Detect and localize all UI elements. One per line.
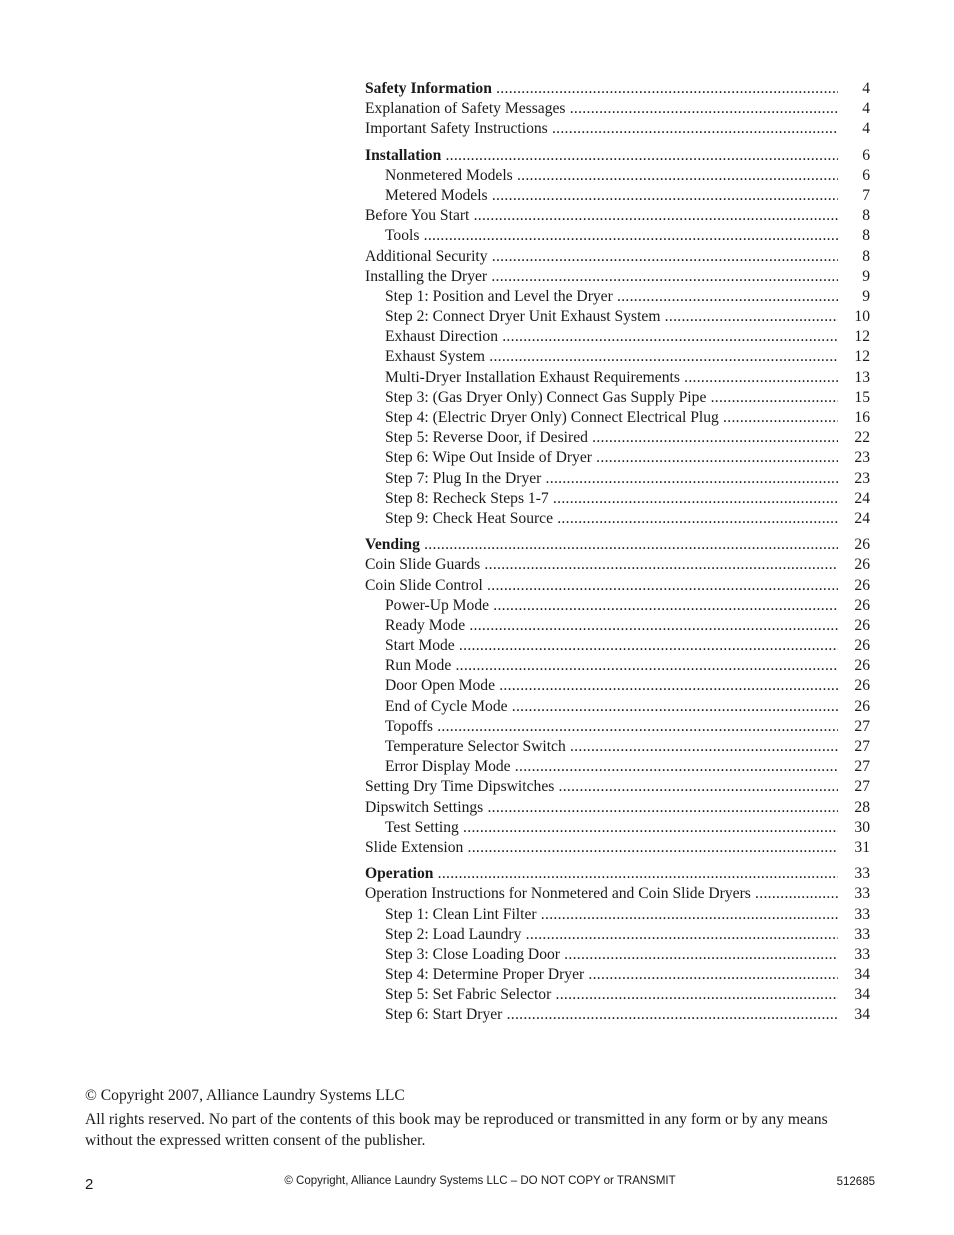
toc-subentry (365, 757, 870, 777)
toc-leader (365, 616, 838, 636)
toc-leader (365, 818, 838, 838)
toc-subentry (365, 226, 870, 246)
toc-page-number: 33 (854, 865, 870, 883)
toc-page-number: 26 (854, 536, 870, 554)
toc-page-number: 24 (854, 489, 870, 507)
toc-subentry (365, 166, 870, 186)
toc-subentry (365, 945, 870, 965)
toc-entry-title: Run Mode (385, 657, 452, 675)
toc-subentry (365, 347, 870, 367)
toc-page-number: 27 (854, 778, 870, 796)
toc-entry (365, 884, 870, 904)
toc-leader (365, 509, 838, 529)
toc-leader (365, 864, 838, 884)
toc-section-heading (365, 79, 870, 99)
toc-entry-title: Metered Models (385, 186, 488, 204)
toc-subentry (365, 965, 870, 985)
toc-page-number: 30 (854, 818, 870, 836)
toc-entry-title: Coin Slide Guards (365, 556, 481, 574)
toc-entry-title: Step 9: Check Heat Source (385, 509, 554, 527)
toc-entry-title: Step 3: (Gas Dryer Only) Connect Gas Supply Pipe (385, 388, 707, 406)
toc-leader (365, 99, 838, 119)
toc-leader (365, 965, 838, 985)
toc-leader (365, 408, 838, 428)
toc-entry-title: Step 6: Wipe Out Inside of Dryer (385, 449, 592, 467)
toc-leader (365, 884, 838, 904)
toc-page-number: 26 (854, 677, 870, 695)
toc-entry-title: Installing the Dryer (365, 267, 488, 285)
toc-page-number: 16 (854, 409, 870, 426)
rights-statement: All rights reserved. No part of the contents of this book may be reproduced or transmitted in any form or by any means without the expressed written consent of the publisher. (85, 1111, 828, 1149)
toc-entry-title: Step 4: (Electric Dryer Only) Connect Electrical Plug (385, 409, 719, 426)
toc-subentry (365, 616, 870, 636)
toc-entry-title: Coin Slide Control (365, 576, 483, 594)
toc-entry-title: Door Open Mode (385, 677, 496, 695)
toc-leader (365, 905, 838, 925)
toc-page-number: 22 (854, 429, 870, 447)
toc-entry-title: Step 2: Connect Dryer Unit Exhaust System (385, 308, 661, 326)
toc-page-number: 12 (854, 348, 870, 366)
toc-entry-title: Step 7: Plug In the Dryer (385, 469, 542, 487)
toc-entry-title: Temperature Selector Switch (385, 738, 566, 755)
toc-subentry (365, 697, 870, 717)
toc-leader (365, 247, 838, 267)
toc-page-number: 33 (854, 885, 870, 903)
toc-page-number: 27 (854, 738, 870, 755)
toc-entry (365, 99, 870, 119)
toc-page-number: 34 (854, 966, 870, 984)
toc-entry-title: Step 5: Reverse Door, if Desired (385, 429, 588, 447)
toc-page-number: 26 (854, 556, 870, 574)
toc-entry-title: Dipswitch Settings (365, 798, 484, 816)
page-number: 2 (85, 1176, 94, 1193)
toc-page-number: 10 (854, 308, 870, 326)
toc-leader (365, 798, 838, 818)
toc-entry-title: Exhaust System (385, 348, 486, 366)
toc-page-number: 33 (854, 905, 870, 923)
toc-entry-title: Important Safety Instructions (365, 120, 548, 138)
toc-leader (365, 945, 838, 965)
toc-page-number: 15 (854, 388, 870, 406)
toc-page-number: 24 (854, 509, 870, 527)
toc-page-number: 8 (862, 247, 870, 265)
toc-leader (365, 119, 838, 139)
toc-entry-title: Topoffs (385, 717, 433, 735)
toc-entry-title: Ready Mode (385, 616, 466, 634)
toc-page-number: 6 (862, 166, 870, 184)
toc-entry-title: Setting Dry Time Dipswitches (365, 778, 555, 796)
toc-page-number: 4 (862, 100, 870, 118)
toc-page-number: 34 (854, 986, 870, 1004)
toc-entry-title: Start Mode (385, 637, 455, 655)
toc-subentry (365, 905, 870, 925)
toc-page-number: 8 (862, 227, 870, 245)
copyright-line: © Copyright 2007, Alliance Laundry Systems LLC (85, 1087, 405, 1104)
toc-entry-title: Step 6: Start Dryer (385, 1006, 503, 1024)
toc-page-number: 31 (854, 838, 870, 856)
toc-page-number: 9 (862, 287, 870, 305)
toc-entry-title: Step 1: Position and Level the Dryer (385, 287, 613, 305)
toc-entry-title: Step 3: Close Loading Door (385, 945, 560, 963)
toc-leader (365, 287, 838, 307)
table-of-contents (365, 79, 870, 1026)
toc-subentry (365, 307, 870, 327)
toc-subentry (365, 596, 870, 616)
toc-leader (365, 428, 838, 448)
toc-page-number: 26 (854, 596, 870, 614)
toc-leader (365, 596, 838, 616)
toc-entry-title: Explanation of Safety Messages (365, 100, 566, 118)
toc-section-heading (365, 864, 870, 884)
toc-page-number: 34 (854, 1006, 870, 1024)
toc-leader (365, 636, 838, 656)
toc-leader (365, 388, 838, 408)
toc-leader (365, 656, 838, 676)
toc-subentry (365, 925, 870, 945)
toc-leader (365, 985, 838, 1005)
toc-leader (365, 697, 838, 717)
toc-leader (365, 535, 838, 555)
toc-entry-title: Tools (385, 227, 420, 245)
toc-page-number: 26 (854, 657, 870, 675)
toc-page-number: 7 (862, 186, 870, 204)
toc-leader (365, 448, 838, 468)
toc-page-number: 23 (854, 449, 870, 467)
toc-leader (365, 347, 838, 367)
toc-page-number: 8 (862, 207, 870, 225)
toc-subentry (365, 368, 870, 388)
toc-page-number: 4 (862, 120, 870, 138)
toc-leader (365, 267, 838, 287)
toc-entry-title: Before You Start (365, 207, 470, 225)
toc-entry-title: Vending (365, 536, 420, 554)
toc-leader (365, 489, 838, 509)
toc-page-number: 23 (854, 469, 870, 487)
toc-subentry (365, 737, 870, 757)
toc-page-number: 26 (854, 637, 870, 655)
toc-leader (365, 737, 838, 757)
toc-leader (365, 368, 838, 388)
toc-leader (365, 146, 838, 166)
toc-subentry (365, 656, 870, 676)
toc-page-number: 27 (854, 717, 870, 735)
toc-entry-title: Step 1: Clean Lint Filter (385, 905, 537, 923)
toc-subentry (365, 388, 870, 408)
toc-page-number: 33 (854, 925, 870, 943)
toc-subentry (365, 186, 870, 206)
toc-entry-title: Safety Information (365, 80, 492, 97)
toc-subentry (365, 717, 870, 737)
toc-entry (365, 267, 870, 287)
toc-entry (365, 555, 870, 575)
toc-page-number: 28 (854, 798, 870, 816)
toc-subentry (365, 448, 870, 468)
toc-leader (365, 576, 838, 596)
toc-leader (365, 676, 838, 696)
toc-entry-title: Step 4: Determine Proper Dryer (385, 966, 585, 984)
footer-copyright-notice: © Copyright, Alliance Laundry Systems LLC – DO NOT COPY or TRANSMIT (284, 1175, 676, 1187)
copyright-block (85, 1086, 865, 1151)
toc-subentry (365, 985, 870, 1005)
toc-subentry (365, 676, 870, 696)
toc-leader (365, 307, 838, 327)
toc-entry-title: Installation (365, 146, 442, 164)
toc-entry-title: Nonmetered Models (385, 166, 513, 184)
toc-leader (365, 777, 838, 797)
toc-leader (365, 469, 838, 489)
toc-page-number: 26 (854, 616, 870, 634)
toc-subentry (365, 489, 870, 509)
toc-page-number: 13 (854, 368, 870, 386)
toc-leader (365, 555, 838, 575)
toc-page-number: 27 (854, 758, 870, 776)
toc-entry-title: Error Display Mode (385, 758, 511, 776)
toc-entry (365, 206, 870, 226)
toc-leader (365, 757, 838, 777)
toc-leader (365, 186, 838, 206)
toc-entry-title: Additional Security (365, 247, 488, 265)
toc-entry-title: Exhaust Direction (385, 328, 499, 346)
toc-leader (365, 166, 838, 186)
toc-entry (365, 798, 870, 818)
toc-section-heading (365, 146, 870, 166)
toc-entry-title: Test Setting (385, 818, 459, 836)
toc-page-number: 33 (854, 945, 870, 963)
document-number: 512685 (836, 1176, 875, 1188)
toc-entry-title: End of Cycle Mode (385, 697, 508, 715)
toc-subentry (365, 287, 870, 307)
toc-leader (365, 206, 838, 226)
toc-entry-title: Operation Instructions for Nonmetered and Coin Slide Dryers (365, 885, 751, 903)
toc-entry-title: Power-Up Mode (385, 596, 490, 614)
toc-leader (365, 838, 838, 858)
page-footer (85, 1175, 875, 1193)
toc-entry-title: Step 8: Recheck Steps 1-7 (385, 489, 549, 507)
toc-entry (365, 777, 870, 797)
toc-leader (365, 226, 838, 246)
toc-page-number: 9 (862, 267, 870, 285)
toc-subentry (365, 469, 870, 489)
toc-page-number: 6 (862, 146, 870, 164)
toc-entry (365, 119, 870, 139)
toc-entry-title: Slide Extension (365, 838, 464, 856)
toc-entry (365, 838, 870, 858)
toc-subentry (365, 509, 870, 529)
toc-entry-title: Multi-Dryer Installation Exhaust Requirements (385, 368, 680, 386)
toc-section-heading (365, 535, 870, 555)
toc-page-number: 26 (854, 576, 870, 594)
toc-subentry (365, 408, 870, 428)
toc-leader (365, 717, 838, 737)
toc-entry-title: Step 2: Load Laundry (385, 925, 522, 943)
toc-entry-title: Operation (365, 865, 434, 883)
toc-subentry (365, 1005, 870, 1025)
toc-entry-title: Step 5: Set Fabric Selector (385, 986, 552, 1004)
toc-subentry (365, 818, 870, 838)
toc-page-number: 4 (862, 80, 870, 97)
toc-leader (365, 925, 838, 945)
toc-leader (365, 327, 838, 347)
toc-leader (365, 1005, 838, 1025)
toc-leader (365, 79, 838, 99)
toc-page-number: 12 (854, 328, 870, 346)
toc-subentry (365, 428, 870, 448)
toc-subentry (365, 327, 870, 347)
toc-entry (365, 576, 870, 596)
toc-subentry (365, 636, 870, 656)
toc-entry (365, 247, 870, 267)
toc-page-number: 26 (854, 697, 870, 715)
